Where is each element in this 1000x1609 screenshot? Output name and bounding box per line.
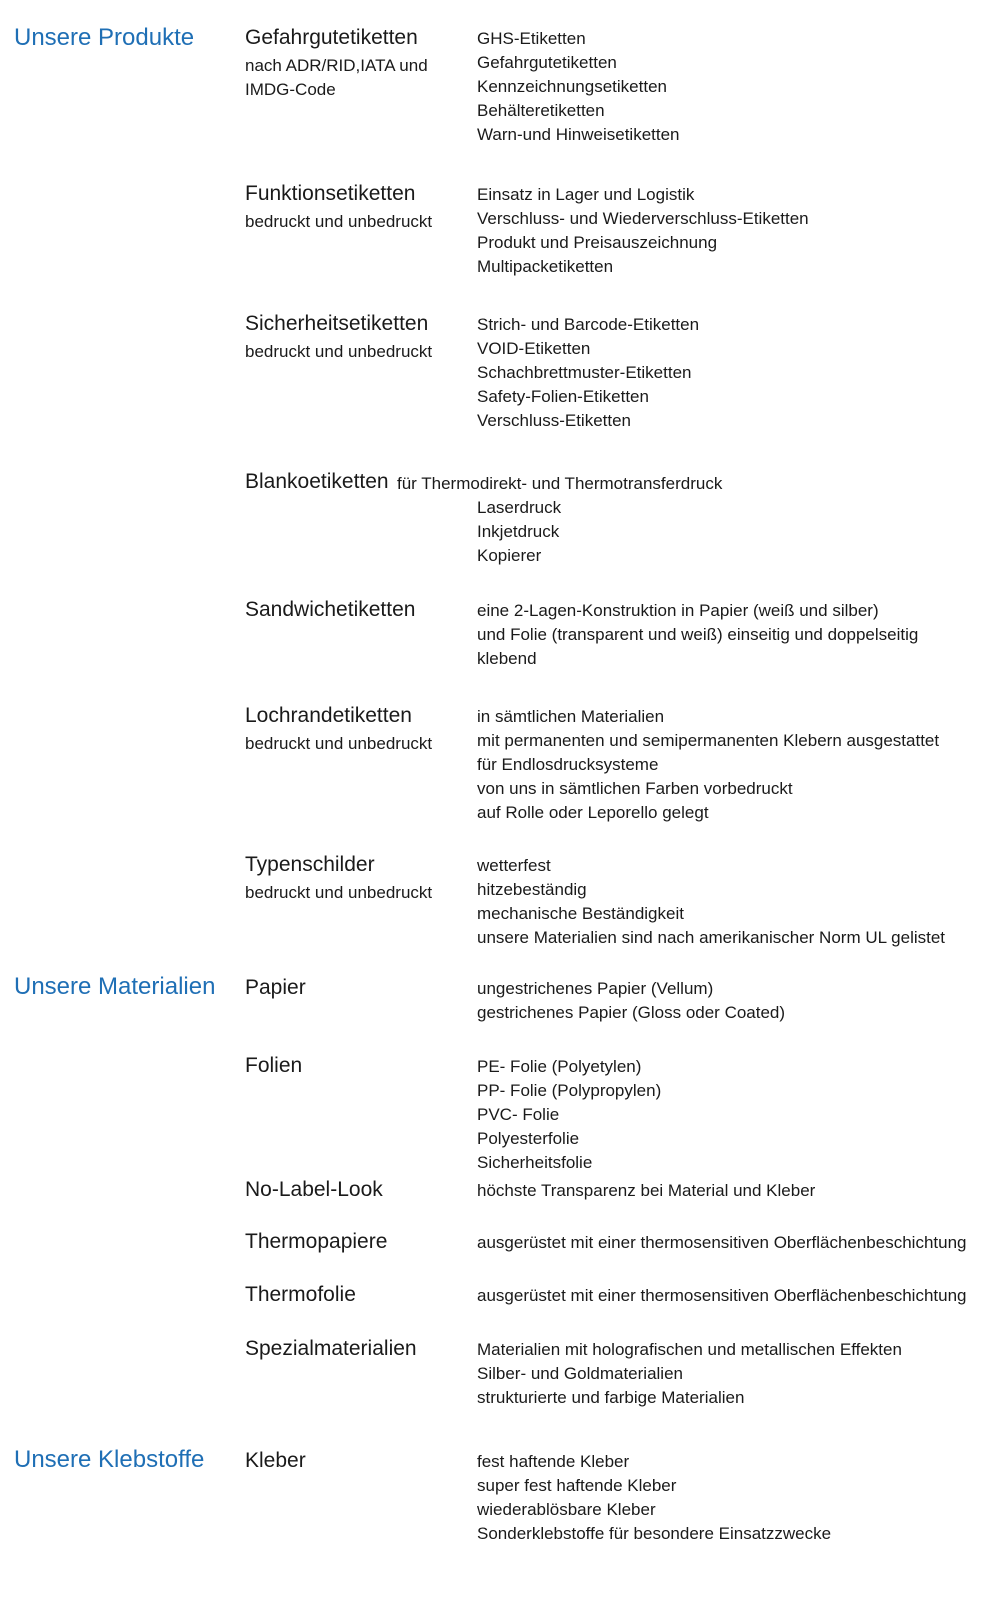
description-line: gestrichenes Papier (Gloss oder Coated) — [477, 1003, 786, 1022]
item-title: Thermopapiere — [245, 1230, 388, 1253]
item-subtitle — [245, 732, 432, 756]
item-description — [477, 977, 785, 1025]
item-subtitle — [245, 210, 432, 234]
item-subtitle-line: nach ADR/RID,IATA und — [245, 56, 428, 75]
description-line: Kennzeichnungsetiketten — [477, 77, 667, 96]
item-subtitle — [245, 881, 432, 905]
description-line: hitzebeständig — [477, 880, 587, 899]
description-line: GHS-Etiketten — [477, 29, 586, 48]
description-line: Laserdruck — [477, 498, 562, 517]
description-line: Silber- und Goldmaterialien — [477, 1364, 683, 1383]
description-line: ausgerüstet mit einer thermosensitiven Oberflächenbeschichtung — [477, 1286, 967, 1305]
item-description — [477, 27, 680, 147]
description-line: Gefahrgutetiketten — [477, 53, 617, 72]
item-subtitle-line: bedruckt und unbedruckt — [245, 734, 433, 753]
description-line: super fest haftende Kleber — [477, 1476, 677, 1495]
item-description — [477, 1179, 815, 1203]
item-description — [477, 599, 918, 671]
description-line: mit permanenten und semipermanenten Klebern ausgestattet — [477, 731, 940, 750]
item-title: Spezialmaterialien — [245, 1337, 417, 1360]
item-title: No-Label-Look — [245, 1178, 383, 1201]
item-title: Gefahrgutetiketten — [245, 26, 418, 49]
description-line: höchste Transparenz bei Material und Kleber — [477, 1181, 816, 1200]
description-line: Strich- und Barcode-Etiketten — [477, 315, 700, 334]
item-title: Folien — [245, 1054, 303, 1077]
section-title-materials: Unsere Materialien — [14, 973, 216, 1000]
description-line: klebend — [477, 649, 537, 668]
item-inline-note: für Thermodirekt- und Thermotransferdruck — [397, 474, 723, 493]
description-line: Sonderklebstoffe für besondere Einsatzzwecke — [477, 1524, 832, 1543]
section-title-products: Unsere Produkte — [14, 24, 195, 51]
description-line: PE- Folie (Polyetylen) — [477, 1057, 642, 1076]
item-subtitle-line: bedruckt und unbedruckt — [245, 342, 433, 361]
description-line: Verschluss-Etiketten — [477, 411, 632, 430]
description-line: Einsatz in Lager und Logistik — [477, 185, 695, 204]
description-line: Schachbrettmuster-Etiketten — [477, 363, 692, 382]
item-subtitle — [245, 54, 428, 102]
description-line: unsere Materialien sind nach amerikanischer Norm UL gelistet — [477, 928, 946, 947]
description-line: Materialien mit holografischen und metallischen Effekten — [477, 1340, 902, 1359]
item-title: Funktionsetiketten — [245, 182, 416, 205]
description-line: Warn-und Hinweisetiketten — [477, 125, 680, 144]
item-subtitle-line: IMDG-Code — [245, 80, 336, 99]
section-title-adhesives: Unsere Klebstoffe — [14, 1446, 205, 1473]
description-line: Safety-Folien-Etiketten — [477, 387, 649, 406]
item-subtitle-line: bedruckt und unbedruckt — [245, 212, 433, 231]
item-description — [477, 1284, 967, 1308]
description-line: fest haftende Kleber — [477, 1452, 630, 1471]
description-line: Verschluss- und Wiederverschluss-Etiketten — [477, 209, 809, 228]
description-line: ausgerüstet mit einer thermosensitiven Oberflächenbeschichtung — [477, 1233, 967, 1252]
description-line: Multipacketiketten — [477, 257, 614, 276]
description-line: strukturierte und farbige Materialien — [477, 1388, 745, 1407]
item-description — [477, 854, 945, 950]
item-title: Sicherheitsetiketten — [245, 312, 429, 335]
item-description — [477, 496, 561, 568]
description-line: Behälteretiketten — [477, 101, 605, 120]
item-title: Typenschilder — [245, 853, 375, 876]
description-line: PVC- Folie — [477, 1105, 560, 1124]
item-description — [477, 313, 699, 433]
description-line: VOID-Etiketten — [477, 339, 591, 358]
description-line: für Endlosdrucksysteme — [477, 755, 659, 774]
item-subtitle — [245, 340, 432, 364]
item-description — [477, 1338, 902, 1410]
description-line: von uns in sämtlichen Farben vorbedruckt — [477, 779, 793, 798]
item-title: Sandwichetiketten — [245, 598, 416, 621]
item-subtitle-line: bedruckt und unbedruckt — [245, 883, 433, 902]
item-title: Blankoetiketten — [245, 470, 389, 493]
item-title: Lochrandetiketten — [245, 704, 412, 727]
item-description — [477, 1231, 967, 1255]
item-title: Thermofolie — [245, 1283, 356, 1306]
description-line: und Folie (transparent und weiß) einseitig und doppelseitig — [477, 625, 919, 644]
description-line: Produkt und Preisauszeichnung — [477, 233, 718, 252]
description-line: wiederablösbare Kleber — [477, 1500, 656, 1519]
description-line: in sämtlichen Materialien — [477, 707, 665, 726]
item-description — [477, 705, 939, 825]
description-line: Inkjetdruck — [477, 522, 560, 541]
description-line: PP- Folie (Polypropylen) — [477, 1081, 662, 1100]
description-line: Sicherheitsfolie — [477, 1153, 593, 1172]
description-line: ungestrichenes Papier (Vellum) — [477, 979, 714, 998]
item-description — [477, 1055, 661, 1175]
description-line: mechanische Beständigkeit — [477, 904, 684, 923]
item-description — [477, 1450, 831, 1546]
description-line: wetterfest — [477, 856, 551, 875]
item-description — [477, 183, 809, 279]
description-line: auf Rolle oder Leporello gelegt — [477, 803, 709, 822]
item-title: Papier — [245, 976, 306, 999]
item-title: Kleber — [245, 1449, 306, 1472]
description-line: Polyesterfolie — [477, 1129, 580, 1148]
description-line: eine 2-Lagen-Konstruktion in Papier (weiß und silber) — [477, 601, 879, 620]
description-line: Kopierer — [477, 546, 542, 565]
